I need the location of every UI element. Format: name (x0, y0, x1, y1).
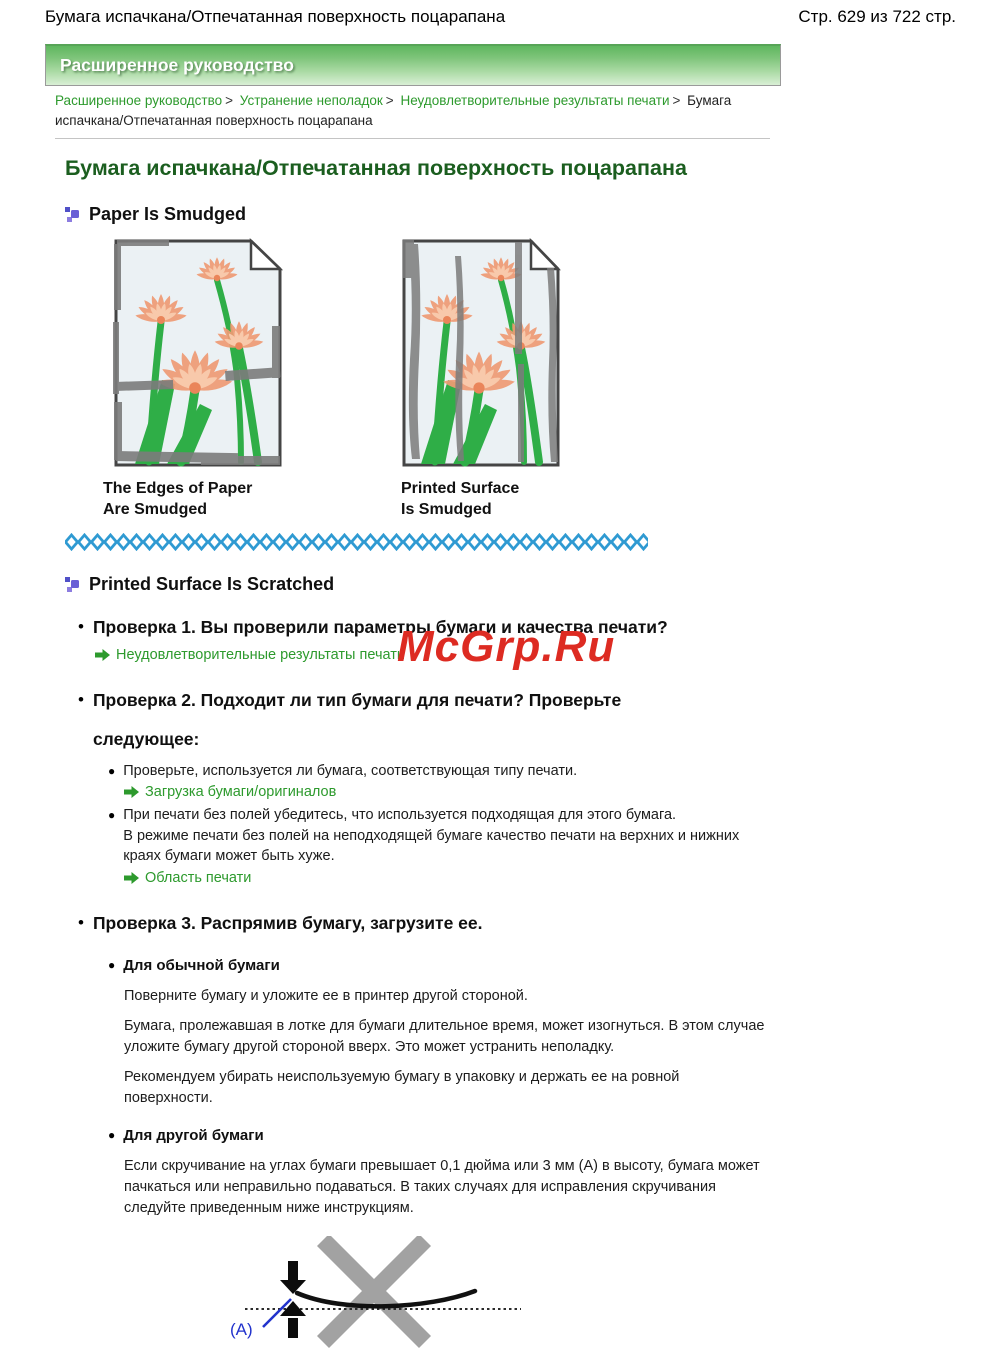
bullet-icon: ● (108, 805, 115, 825)
figure-edges-smudged (113, 238, 283, 521)
related-link-line (124, 870, 768, 886)
surface-smudged-image (401, 238, 561, 468)
caption-line: Is Smudged (401, 501, 492, 518)
paragraph: Рекомендуем убирать неиспользуемую бумагу в упаковку и держать ее на ровной поверхности. (124, 1067, 769, 1108)
section-heading-label: Printed Surface Is Scratched (89, 574, 334, 595)
paragraph: Если скручивание на углах бумаги превышает 0,1 дюйма или 3 мм (A) в высоту, бумага может пачкаться или неправильно подаваться. В таких случаях для исправления скручивания следуйте приведенным ниже инструкциям. (124, 1156, 769, 1218)
paragraph: Поверните бумагу и уложите ее в принтер другой стороной. (124, 986, 769, 1007)
page-title: Бумага испачкана/Отпечатанная поверхность поцарапана (65, 156, 1000, 181)
bullet-icon: ● (108, 761, 115, 781)
list-item (108, 805, 768, 886)
banner-title: Расширенное руководство (46, 55, 294, 76)
list-item (108, 761, 768, 801)
bullet-icon: ● (108, 1125, 115, 1145)
bullet-icon: ● (108, 955, 115, 975)
manual-banner (45, 44, 781, 86)
curl-height-label: (A) (230, 1320, 253, 1340)
subsection-plain-paper (108, 955, 788, 1109)
bullet-icon: • (78, 912, 84, 935)
item-text: В режиме печати без полей на неподходящей бумаге качество печати на верхних и нижних краях бумаги может быть хуже. (123, 826, 763, 867)
bullet-icon: • (78, 689, 84, 712)
link-arrow-icon (124, 872, 139, 884)
item-text: Проверьте, используется ли бумага, соответствующая типу печати. (123, 763, 577, 779)
subsection-heading: Для обычной бумаги (123, 955, 280, 976)
check-title-line: Проверка 2. Подходит ли тип бумаги для печати? Проверьте (93, 690, 621, 710)
link-print-results[interactable]: Неудовлетворительные результаты печати (116, 647, 405, 663)
breadcrumb-current: Бумага испачкана/Отпечатанная поверхность поцарапана (55, 93, 731, 128)
item-text: При печати без полей убедитесь, что используется подходящая для этого бумага. (123, 807, 676, 823)
related-link-line (124, 784, 768, 800)
caption-line: Are Smudged (103, 501, 207, 518)
checks-list (78, 616, 838, 1354)
check-title (93, 689, 621, 751)
breadcrumb-separator: > (222, 93, 236, 108)
page-number: Стр. 629 из 722 стр. (798, 7, 956, 27)
breadcrumb-separator: > (383, 93, 397, 108)
prohibited-x-icon (323, 1240, 425, 1342)
section-marker-icon (65, 206, 80, 223)
divider-pattern (65, 533, 1000, 551)
caption-line: Printed Surface (401, 480, 519, 497)
edges-smudged-image (113, 238, 283, 468)
link-arrow-icon (124, 786, 139, 798)
check-title: Проверка 1. Вы проверили параметры бумаги и качества печати? (93, 616, 668, 640)
caption-line: The Edges of Paper (103, 480, 252, 497)
check-2 (78, 689, 838, 886)
document-title: Бумага испачкана/Отпечатанная поверхность поцарапана (45, 7, 505, 27)
breadcrumb-separator: > (670, 93, 684, 108)
check-title: Проверка 3. Распрямив бумагу, загрузите ее. (93, 912, 483, 936)
check-title-line: следующее: (93, 728, 621, 752)
figure-caption (103, 478, 283, 521)
paper-curl-figure (233, 1236, 533, 1354)
check-3-subsections (108, 955, 788, 1354)
breadcrumb (55, 91, 755, 132)
paper-curl-diagram (233, 1236, 533, 1354)
smudged-figures (113, 238, 1000, 521)
subsection-heading: Для другой бумаги (123, 1125, 264, 1146)
section-heading-label: Paper Is Smudged (89, 204, 246, 225)
link-arrow-icon (95, 649, 110, 661)
subsection-other-paper (108, 1125, 788, 1354)
curl-height-arrows (280, 1261, 306, 1338)
paragraph: Бумага, пролежавшая в лотке для бумаги длительное время, может изогнуться. В этом случае уложите бумагу другой стороной вверх. Это может устранить неполадку. (124, 1016, 769, 1057)
figure-surface-smudged (401, 238, 571, 521)
section-heading-surface-scratched (65, 574, 1000, 595)
breadcrumb-link-advanced-guide[interactable]: Расширенное руководство (55, 93, 222, 108)
figure-caption (401, 478, 571, 521)
section-marker-icon (65, 576, 80, 593)
breadcrumb-link-print-results[interactable]: Неудовлетворительные результаты печати (400, 93, 669, 108)
watermark: McGrp.Ru (397, 622, 615, 672)
breadcrumb-divider-line (55, 138, 770, 139)
link-printing-area[interactable]: Область печати (145, 870, 251, 886)
check-3 (78, 912, 838, 1354)
breadcrumb-link-troubleshooting[interactable]: Устранение неполадок (240, 93, 383, 108)
check-2-items (108, 761, 768, 886)
page-header (0, 0, 1000, 27)
link-loading-paper[interactable]: Загрузка бумаги/оригиналов (145, 784, 336, 800)
section-heading-paper-smudged (65, 204, 1000, 225)
bullet-icon: • (78, 616, 84, 639)
